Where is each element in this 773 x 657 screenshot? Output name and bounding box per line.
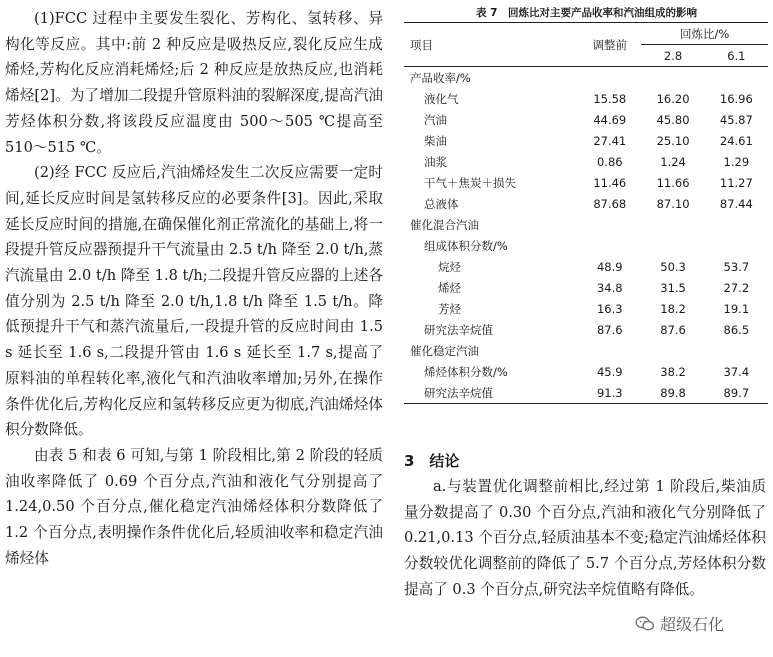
row-value: 45.87 bbox=[719, 112, 753, 127]
table-row bbox=[404, 298, 768, 319]
paragraph-2: (2)经 FCC 反应后,汽油烯烃发生二次反应需要一定时间,延长反应时间是氢转移反应的必要条件[3]。因此,采取延长反应时间的措施,在确保催化剂正常流化的基础上,将一段提升管反应器预提升干气流量由 2.5 t/h 降至 2.0 t/h,蒸汽流量由 2.0 t/h 降至 1.8 t/h;二段提升管反应器的上述各值分别为 2.5 t/h 降至 2.0 t/h,1.8 t/h 降至 1.5 t/h。降低预提升干气和蒸汽流量后,一段提升管的反应时间由 1.5 s 延长至 1.6 s,二段提升管由 1.6 s 延长至 1.7 s,提高了原料油的单程转化率,液化气和汽油收率增加;另外,在操作条件优化后,芳构化反应和氢转移反应更为彻底,汽油烯烃体积分数降低。 bbox=[5, 164, 383, 439]
header-ratio-2: 6.1 bbox=[727, 48, 746, 63]
table-title: 表 7 回炼比对主要产品收率和汽油组成的影响 bbox=[476, 7, 697, 19]
row-value: 11.27 bbox=[719, 175, 753, 190]
wechat-icon bbox=[635, 616, 655, 632]
row-value: 18.2 bbox=[660, 301, 686, 316]
table-row bbox=[404, 319, 768, 340]
row-value: 38.2 bbox=[660, 364, 686, 379]
row-label: 催化稳定汽油 bbox=[410, 343, 479, 358]
table-row bbox=[404, 256, 768, 277]
row-value bbox=[641, 67, 704, 89]
row-value: 89.8 bbox=[660, 385, 686, 400]
row-value bbox=[641, 235, 704, 256]
table-row bbox=[404, 382, 768, 404]
header-ratio-1: 2.8 bbox=[663, 48, 683, 63]
row-label: 芳烃 bbox=[438, 301, 461, 316]
row-value: 16.3 bbox=[596, 301, 623, 316]
row-value: 86.5 bbox=[723, 322, 750, 337]
table-row bbox=[404, 151, 768, 172]
row-value: 53.7 bbox=[723, 259, 750, 274]
row-value: 45.9 bbox=[596, 364, 623, 379]
header-before: 调整前 bbox=[592, 37, 628, 52]
row-value bbox=[705, 214, 768, 235]
row-value: 11.46 bbox=[593, 175, 627, 190]
row-value: 24.61 bbox=[719, 133, 753, 148]
table-body bbox=[404, 67, 768, 404]
row-value: 0.86 bbox=[596, 154, 623, 169]
row-label: 研究法辛烷值 bbox=[424, 385, 493, 400]
table-row bbox=[404, 277, 768, 298]
row-label: 催化混合汽油 bbox=[410, 217, 479, 232]
table-row bbox=[404, 193, 768, 214]
row-value bbox=[578, 214, 641, 235]
row-value: 15.58 bbox=[593, 91, 627, 106]
row-label: 烯烃 bbox=[438, 280, 461, 295]
row-label: 研究法辛烷值 bbox=[424, 322, 493, 337]
paragraph-3: 由表 5 和表 6 可知,与第 1 阶段相比,第 2 阶段的轻质油收率降低了 0.69 个百分点,汽油和液化气分别提高了 1.24,0.50 个百分点,催化稳定汽油烯烃体积分数降低了 1.2 个百分点,表明操作条件优化后,轻质油收率和稳定汽油烯烃体 bbox=[5, 446, 383, 567]
table-row bbox=[404, 88, 768, 109]
row-value bbox=[641, 214, 704, 235]
row-value bbox=[578, 235, 641, 256]
table-row bbox=[404, 361, 768, 382]
row-value: 34.8 bbox=[596, 280, 623, 295]
row-label: 烷烃 bbox=[438, 259, 461, 274]
row-value: 37.4 bbox=[723, 364, 750, 379]
row-value: 1.24 bbox=[660, 154, 686, 169]
row-label: 组成体积分数/% bbox=[424, 238, 508, 253]
row-value: 45.80 bbox=[656, 112, 690, 127]
row-value: 27.41 bbox=[593, 133, 627, 148]
table-row bbox=[404, 172, 768, 193]
row-value: 27.2 bbox=[723, 280, 750, 295]
row-value: 44.69 bbox=[593, 112, 627, 127]
table-container bbox=[404, 0, 769, 404]
row-value: 48.9 bbox=[596, 259, 623, 274]
row-value: 87.68 bbox=[593, 196, 627, 211]
row-value: 91.3 bbox=[596, 385, 623, 400]
row-label: 总液体 bbox=[424, 196, 459, 211]
table-row bbox=[404, 109, 768, 130]
table-row bbox=[404, 130, 768, 151]
row-value: 87.44 bbox=[719, 196, 753, 211]
row-value: 16.96 bbox=[719, 91, 753, 106]
paragraph-1: (1)FCC 过程中主要发生裂化、芳构化、氢转移、异构化等反应。其中:前 2 种反应是吸热反应,裂化反应生成烯烃,芳构化反应消耗烯烃;后 2 种反应是放热反应,也消耗烯烃[2]。为了增加二段提升管原料油的裂解深度,提高汽油芳烃体积分数,将该段反应温度由 500～505 ℃提高至 510～515 ℃。 bbox=[5, 10, 383, 156]
row-label: 柴油 bbox=[424, 133, 447, 148]
section-title: 3 结论 bbox=[404, 452, 460, 470]
row-value bbox=[705, 235, 768, 256]
row-value: 87.10 bbox=[656, 196, 690, 211]
row-label: 液化气 bbox=[424, 91, 459, 106]
watermark bbox=[635, 612, 724, 635]
conclusion-paragraph: a.与装置优化调整前相比,经过第 1 阶段后,柴油质量分数提高了 0.30 个百分点,汽油和液化气分别降低了 0.21,0.13 个百分点,轻质油基本不变;稳定汽油烯烃体积分数较优化调整前的降低了 5.7 个百分点,芳烃体积分数提高了 0.3 个百分点,研究法辛烷值略有降低。 bbox=[404, 478, 766, 598]
row-value bbox=[705, 67, 768, 89]
row-value: 1.29 bbox=[723, 154, 750, 169]
row-value: 31.5 bbox=[660, 280, 686, 295]
watermark-text: 超级石化 bbox=[660, 615, 725, 634]
row-value: 16.20 bbox=[656, 91, 690, 106]
row-label: 干气＋焦炭＋损失 bbox=[424, 175, 516, 190]
row-value: 87.6 bbox=[596, 322, 623, 337]
table-row bbox=[404, 67, 768, 89]
table-row bbox=[404, 235, 768, 256]
table-row bbox=[404, 214, 768, 235]
data-table bbox=[404, 22, 768, 404]
section-body bbox=[404, 474, 766, 603]
row-value: 50.3 bbox=[660, 259, 686, 274]
table-row bbox=[404, 340, 768, 361]
row-value bbox=[641, 340, 704, 361]
row-value: 11.66 bbox=[656, 175, 690, 190]
row-label: 产品收率/% bbox=[410, 70, 471, 85]
row-value bbox=[705, 340, 768, 361]
row-value: 25.10 bbox=[656, 133, 690, 148]
row-label: 汽油 bbox=[424, 112, 447, 127]
row-value: 89.7 bbox=[723, 385, 750, 400]
row-value: 87.6 bbox=[660, 322, 686, 337]
header-group: 回炼比/% bbox=[641, 23, 768, 45]
row-value bbox=[578, 67, 641, 89]
header-item: 项目 bbox=[410, 37, 433, 52]
row-label: 烯烃体积分数/% bbox=[424, 364, 508, 379]
row-value: 19.1 bbox=[723, 301, 750, 316]
row-value bbox=[578, 340, 641, 361]
row-label: 油浆 bbox=[424, 154, 447, 169]
left-text-column bbox=[5, 6, 383, 571]
